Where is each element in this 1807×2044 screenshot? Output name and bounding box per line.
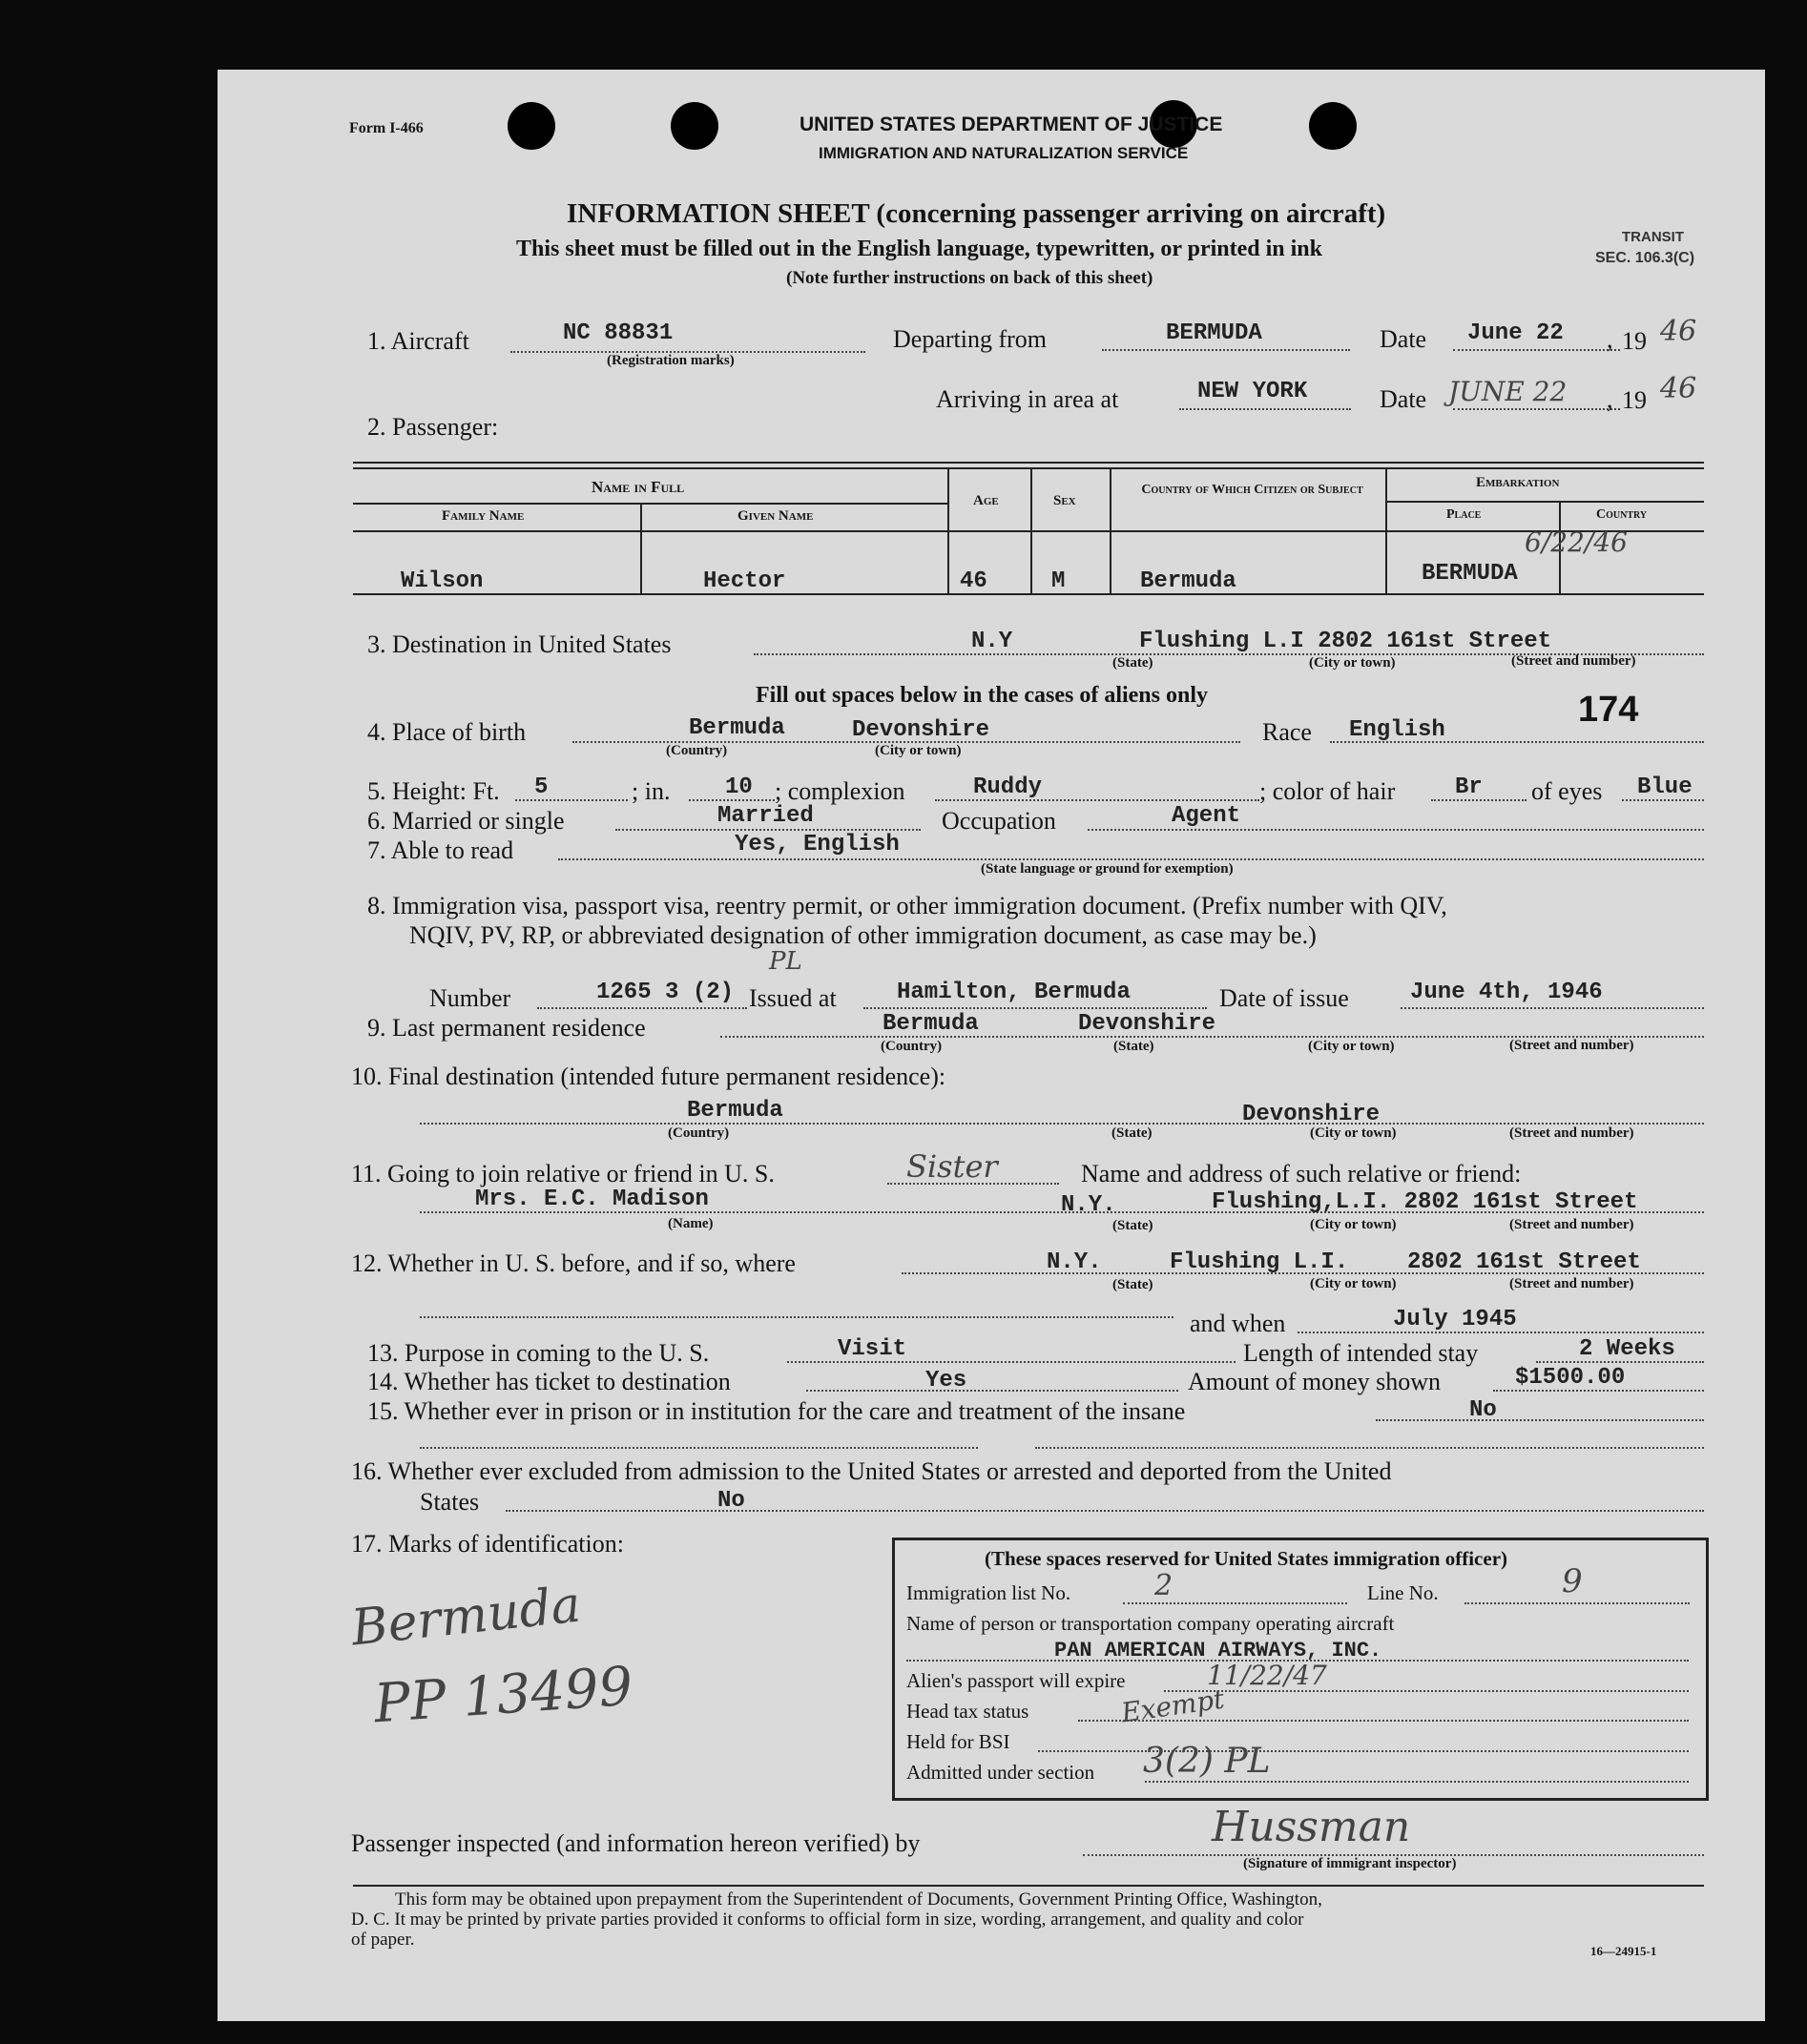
city-caption: (City or town): [1310, 1276, 1397, 1291]
head-tax-value: Exempt: [1119, 1683, 1227, 1729]
line-no-label: Line No.: [1367, 1581, 1439, 1604]
last-residence-label: 9. Last permanent residence: [367, 1014, 646, 1042]
date2-year-prefix: 19: [1622, 386, 1647, 414]
city-caption: (City or town): [1310, 1125, 1397, 1141]
occupation-value: Agent: [1172, 803, 1241, 829]
arriving-label: Arriving in area at: [936, 385, 1119, 413]
prison-label: 15. Whether ever in prison or in institution for the care and treatment of the insane: [367, 1397, 1186, 1425]
head-tax-label: Head tax status: [906, 1700, 1029, 1723]
stay-label: Length of intended stay: [1243, 1339, 1479, 1367]
table-rule: [1385, 501, 1704, 503]
date2-value: JUNE 22: [1448, 376, 1568, 407]
age-header: Age: [973, 493, 999, 508]
prison-value: No: [1469, 1397, 1497, 1423]
admitted-label: Admitted under section: [906, 1761, 1095, 1784]
state-caption: (State): [1111, 1125, 1153, 1141]
transit-stamp: TRANSIT: [1622, 229, 1684, 245]
passport-expire-label: Alien's passport will expire: [906, 1669, 1126, 1692]
country-caption: (Country): [881, 1039, 943, 1054]
city-caption: (City or town): [1310, 1217, 1397, 1232]
form-note: (Note further instructions on back of this sheet): [786, 268, 1153, 288]
imm-list-value: 2: [1154, 1569, 1174, 1602]
aliens-only-heading: Fill out spaces below in the cases of aliens only: [756, 683, 1209, 708]
punch-hole: [671, 102, 718, 150]
table-divider: [1030, 467, 1032, 593]
given-name-value: Hector: [703, 568, 786, 594]
admitted-line: [1145, 1781, 1689, 1783]
state-caption: (State): [1112, 1277, 1153, 1292]
excluded-value: No: [717, 1488, 745, 1514]
final-destination-label: 10. Final destination (intended future permanent residence):: [351, 1063, 946, 1090]
complexion-value: Ruddy: [973, 774, 1043, 800]
lpr-country-value: Bermuda: [883, 1011, 979, 1037]
passenger-label: 2. Passenger:: [367, 413, 499, 441]
table-rule: [353, 467, 1704, 469]
and-when-label: and when: [1190, 1310, 1286, 1337]
country-caption: (Country): [668, 1125, 730, 1141]
table-rule: [353, 462, 1704, 464]
marks-handwriting-1: Bermuda: [348, 1576, 584, 1658]
married-label: 6. Married or single: [367, 807, 565, 835]
prison-line-3: [1035, 1447, 1704, 1449]
feet-value: 5: [534, 774, 549, 800]
service-name: IMMIGRATION AND NATURALIZATION SERVICE: [819, 144, 1189, 162]
table-divider: [640, 503, 642, 593]
marks-label: 17. Marks of identification:: [351, 1530, 624, 1558]
form-title: INFORMATION SHEET (concerning passenger arriving on aircraft): [567, 198, 1386, 229]
date-year-prefix: 19: [1622, 327, 1647, 355]
street-caption: (Street and number): [1509, 1125, 1634, 1141]
occupation-label: Occupation: [942, 807, 1056, 835]
relation-value: Sister: [906, 1148, 998, 1185]
before-label: 12. Whether in U. S. before, and if so, where: [351, 1249, 796, 1277]
state-language-caption: (State language or ground for exemption): [981, 861, 1234, 877]
street-caption: (Street and number): [1509, 1038, 1634, 1053]
bsi-label: Held for BSI: [906, 1730, 1010, 1753]
issue-date-value: June 4th, 1946: [1410, 980, 1603, 1005]
age-value: 46: [960, 568, 987, 594]
embarkation-place-value: BERMUDA: [1422, 561, 1518, 587]
fd-country-value: Bermuda: [687, 1098, 783, 1124]
before-line-2: [420, 1316, 1174, 1318]
departing-label: Departing from: [893, 325, 1048, 353]
table-rule: [353, 503, 947, 505]
departing-value: BERMUDA: [1166, 320, 1262, 346]
eyes-value: Blue: [1637, 774, 1693, 800]
money-label: Amount of money shown: [1188, 1368, 1442, 1395]
aircraft-label: 1. Aircraft: [367, 327, 469, 355]
departing-line: [1102, 349, 1350, 351]
before-street-value: 2802 161st Street: [1407, 1249, 1641, 1275]
before-city-value: Flushing L.I.: [1170, 1249, 1349, 1275]
punch-hole: [508, 102, 555, 150]
state-caption: (State): [1113, 1039, 1154, 1054]
form-code: 16—24915-1: [1590, 1944, 1657, 1958]
date-year-value: 46: [1660, 315, 1697, 348]
date-line: [1453, 349, 1620, 351]
section-stamp: SEC. 106.3(C): [1595, 250, 1695, 266]
read-label: 7. Able to read: [367, 836, 514, 864]
line-no-value: 9: [1562, 1562, 1583, 1600]
number-line: [537, 1007, 747, 1009]
friend-name-value: Mrs. E.C. Madison: [475, 1187, 709, 1212]
pl-annotation: PL: [769, 947, 802, 976]
imm-list-line: [1123, 1602, 1347, 1604]
name-caption: (Name): [668, 1216, 714, 1231]
operator-value: PAN AMERICAN AIRWAYS, INC.: [1054, 1639, 1382, 1662]
relative-address-label: Name and address of such relative or friend:: [1081, 1160, 1522, 1187]
fd-city-value: Devonshire: [1242, 1102, 1381, 1127]
money-value: $1500.00: [1515, 1365, 1626, 1391]
signature-caption: (Signature of immigrant inspector): [1243, 1856, 1457, 1871]
date2-comma: ,: [1607, 385, 1613, 413]
issued-at-value: Hamilton, Bermuda: [897, 980, 1131, 1005]
birth-city-value: Devonshire: [852, 717, 990, 743]
city-caption: (City or town): [1308, 1039, 1395, 1054]
issue-date-label: Date of issue: [1219, 984, 1349, 1012]
excluded-label: 16. Whether ever excluded from admission to the United States or arrested and deported from the United: [351, 1457, 1392, 1485]
department-name: UNITED STATES DEPARTMENT OF JUSTICE: [800, 114, 1223, 135]
date-value: June 22: [1467, 320, 1564, 346]
feet-line: [515, 799, 628, 801]
eyes-label: of eyes: [1531, 777, 1603, 805]
city-caption: (City or town): [1309, 655, 1396, 671]
city-caption: (City or town): [875, 743, 962, 758]
race-value: English: [1349, 717, 1445, 743]
embarkation-date-value: 6/22/46: [1525, 526, 1628, 558]
date-comma: ,: [1607, 325, 1613, 353]
street-caption: (Street and number): [1509, 1217, 1634, 1232]
officer-box-title: (These spaces reserved for United States immigration officer): [985, 1547, 1508, 1570]
prison-line: [1376, 1419, 1704, 1421]
arriving-value: NEW YORK: [1197, 379, 1308, 404]
issue-date-line: [1401, 1007, 1704, 1009]
street-caption: (Street and number): [1511, 653, 1636, 669]
lpr-state-value: Devonshire: [1078, 1011, 1216, 1037]
race-label: Race: [1262, 718, 1312, 746]
inspected-label: Passenger inspected (and information hereon verified) by: [351, 1829, 921, 1857]
imm-list-label: Immigration list No.: [906, 1581, 1071, 1604]
table-rule: [353, 593, 1704, 595]
place-header: Place: [1446, 507, 1482, 522]
document-label-cont: NQIV, PV, RP, or abbreviated designation of other immigration document, as case may be.): [409, 921, 1317, 949]
date-label: Date: [1380, 325, 1427, 353]
passport-expire-value: 11/22/47: [1207, 1660, 1327, 1691]
line-no-line: [1464, 1602, 1690, 1604]
inch-label: ; in.: [632, 777, 671, 805]
date2-line: [1453, 408, 1620, 410]
document-label: 8. Immigration visa, passport visa, reentry permit, or other immigration document. (Prefix number with QIV,: [367, 892, 1447, 919]
sex-value: M: [1051, 568, 1066, 594]
state-caption: (State): [1112, 1218, 1153, 1233]
family-name-value: Wilson: [401, 568, 484, 594]
married-value: Married: [717, 803, 814, 829]
birth-country-value: Bermuda: [689, 715, 785, 741]
state-caption: (State): [1112, 655, 1153, 671]
ticket-label: 14. Whether has ticket to destination: [367, 1368, 731, 1395]
arriving-line: [1179, 408, 1351, 410]
footer-text-1: This form may be obtained upon prepayment from the Superintendent of Documents, Government Printing Office, Washington,: [395, 1889, 1322, 1910]
number-label: Number: [429, 984, 511, 1012]
issued-at-label: Issued at: [749, 984, 837, 1012]
excluded-label-cont: States: [420, 1488, 480, 1516]
stay-value: 2 Weeks: [1579, 1336, 1675, 1362]
aircraft-value: NC 88831: [563, 320, 674, 346]
complexion-label: ; complexion: [775, 777, 905, 805]
country-header: Country: [1596, 507, 1648, 522]
footer-text-3: of paper.: [351, 1930, 415, 1950]
occupation-line: [1088, 829, 1704, 831]
purpose-value: Visit: [838, 1336, 907, 1362]
table-divider: [1385, 467, 1387, 593]
read-line: [558, 858, 1704, 860]
marks-handwriting-2: PP 13499: [372, 1655, 635, 1736]
final-destination-line: [420, 1123, 1704, 1125]
form-subtitle: This sheet must be filled out in the English language, typewritten, or printed in ink: [516, 237, 1322, 261]
married-line: [615, 829, 921, 831]
operator-label: Name of person or transportation company operating aircraft: [906, 1612, 1395, 1635]
destination-state-value: N.Y: [971, 629, 1013, 654]
purpose-label: 13. Purpose in coming to the U. S.: [367, 1339, 710, 1367]
relative-label: 11. Going to join relative or friend in U. S.: [351, 1160, 775, 1187]
destination-label: 3. Destination in United States: [367, 630, 672, 658]
destination-city-value: Flushing L.I 2802 161st Street: [1139, 629, 1552, 654]
country-caption: (Country): [666, 743, 728, 758]
ticket-value: Yes: [925, 1368, 967, 1394]
table-divider: [947, 467, 949, 593]
citizen-header: Country of Which Citizen or Subject: [1141, 483, 1363, 497]
before-state-value: N.Y.: [1047, 1249, 1102, 1275]
number-value: 1265 3 (2): [596, 980, 735, 1005]
date2-year-value: 46: [1660, 372, 1697, 405]
inspector-signature: Hussman: [1212, 1803, 1411, 1851]
family-name-header: Family Name: [442, 508, 525, 524]
embarkation-header: Embarkation: [1476, 475, 1560, 490]
sex-header: Sex: [1053, 493, 1076, 508]
footer-text-2: D. C. It may be printed by private parties provided it conforms to official form in size, wording, arrangement, and quality and color: [351, 1910, 1304, 1930]
table-rule: [353, 530, 1704, 532]
admitted-value: 3(2) PL: [1143, 1742, 1271, 1781]
hair-label: ; color of hair: [1259, 777, 1396, 805]
street-caption: (Street and number): [1509, 1276, 1634, 1291]
excluded-line: [506, 1510, 1704, 1512]
issued-at-line: [863, 1007, 1207, 1009]
stamped-number: 174: [1578, 690, 1639, 730]
when-value: July 1945: [1393, 1307, 1517, 1332]
prison-line-2: [420, 1447, 978, 1449]
footer-rule: [353, 1885, 1704, 1887]
table-divider: [1110, 467, 1111, 593]
friend-state-value: N.Y.: [1061, 1192, 1116, 1218]
height-label: 5. Height: Ft.: [367, 777, 500, 805]
citizen-value: Bermuda: [1140, 568, 1236, 594]
given-name-header: Given Name: [737, 508, 814, 524]
form-number: Form I-466: [349, 120, 424, 136]
ticket-line: [806, 1390, 1178, 1392]
bsi-line: [1038, 1750, 1689, 1752]
birth-label: 4. Place of birth: [367, 718, 527, 746]
hair-value: Br: [1455, 774, 1483, 800]
date2-label: Date: [1380, 385, 1427, 413]
read-value: Yes, English: [735, 832, 900, 857]
name-in-full-header: Name in Full: [592, 478, 685, 496]
friend-address-value: Flushing,L.I. 2802 161st Street: [1212, 1189, 1638, 1215]
registration-caption: (Registration marks): [607, 353, 735, 368]
punch-hole: [1309, 102, 1357, 150]
inch-value: 10: [725, 774, 753, 800]
